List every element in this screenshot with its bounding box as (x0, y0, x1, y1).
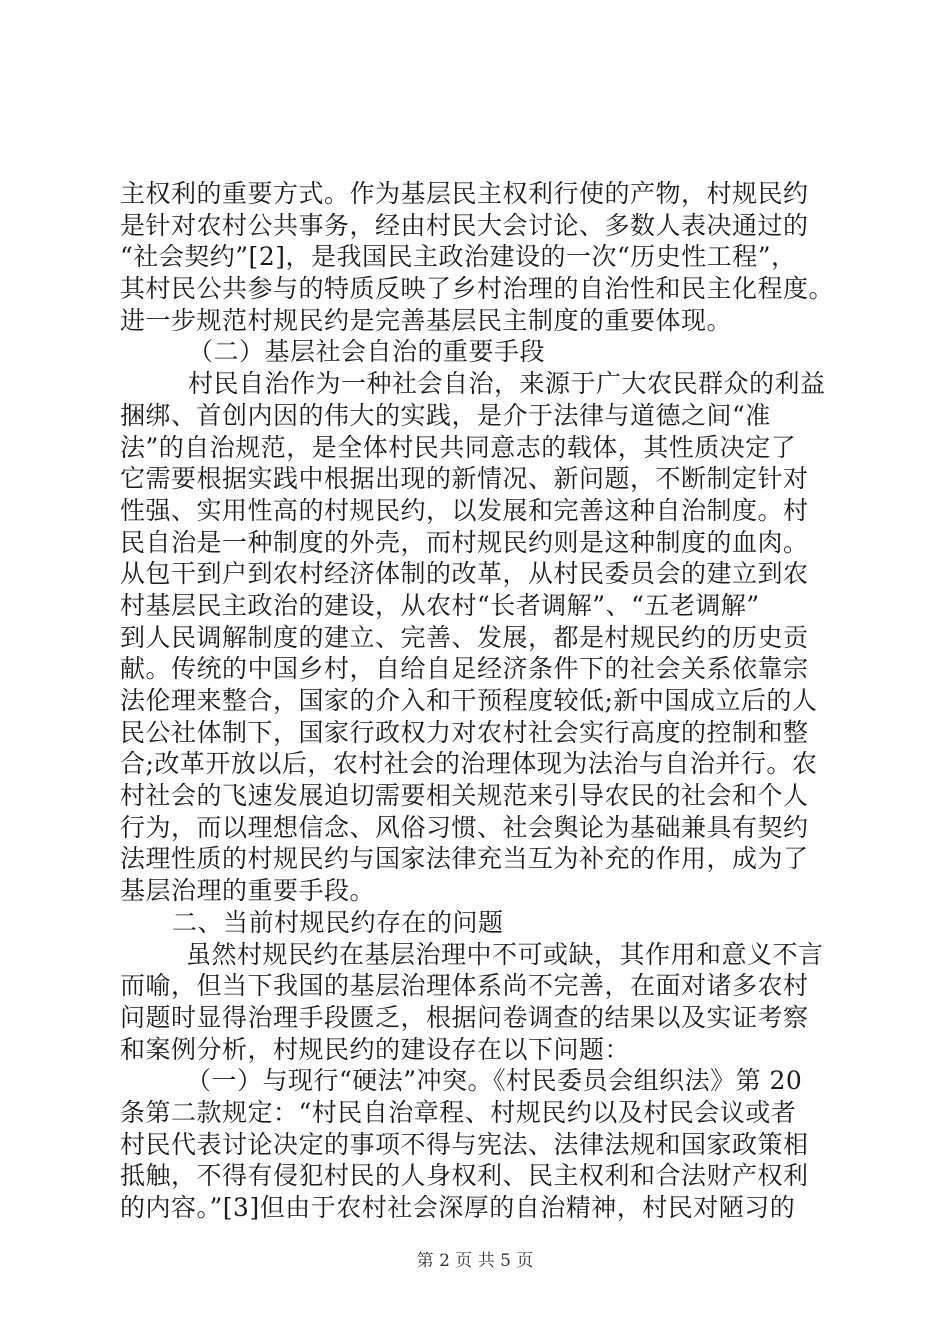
text-line: 性强、实用性高的村规民约，以发展和完善这种自治制度。村 (120, 495, 809, 525)
text-line: 法理性质的村规民约与国家法律充当互为补充的作用，成为了 (120, 844, 809, 874)
section-heading: （二）基层社会自治的重要手段 (188, 337, 546, 367)
text-line: 献。传统的中国乡村，自给自足经济条件下的社会关系依靠宗 (120, 654, 809, 684)
text-line: 村民自治作为一种社会自治，来源于广大农民群众的利益 (188, 369, 826, 399)
text-line: 其村民公共参与的特质反映了乡村治理的自治性和民主化程度。 (120, 274, 835, 304)
text-line: 是针对农村公共事务，经由村民大会讨论、多数人表决通过的 (120, 210, 809, 240)
page-footer (0, 1246, 950, 1271)
text-line: 而喻，但当下我国的基层治理体系尚不完善，在面对诸多农村 (120, 971, 809, 1001)
text-line: 主权利的重要方式。作为基层民主权利行使的产物，村规民约 (120, 179, 809, 208)
text-line: 和案例分析，村规民约的建设存在以下问题： (120, 1034, 631, 1064)
text-line: 的内容。”[3]但由于农村社会深厚的自治精神，村民对陋习的 (120, 1193, 796, 1222)
text-line: 问题时显得治理手段匮乏，根据问卷调查的结果以及实证考察 (120, 1002, 809, 1032)
text-line: 行为，而以理想信念、风俗习惯、社会舆论为基础兼具有契约 (120, 812, 809, 842)
text-line: 法伦理来整合，国家的介入和干预程度较低;新中国成立后的人 (120, 686, 818, 715)
text-line: 进一步规范村规民约是完善基层民主制度的重要体现。 (120, 305, 733, 335)
section-heading: 二、当前村规民约存在的问题 (172, 907, 504, 937)
text-line: 村社会的飞速发展迫切需要相关规范来引导农民的社会和个人 (120, 781, 809, 811)
text-line: 条第二款规定：“村民自治章程、村规民约以及村民会议或者 (120, 1097, 797, 1127)
text-line: 民自治是一种制度的外壳，而村规民约则是这种制度的血肉。 (120, 527, 809, 557)
text-line: 村基层民主政治的建设，从农村“长者调解”、“五老调解” (120, 590, 760, 620)
text-line: 它需要根据实践中根据出现的新情况、新问题，不断制定针对 (120, 464, 809, 494)
text-line: “社会契约”[2]，是我国民主政治建设的一次“历史性工程”， (120, 242, 797, 272)
text-line: 法”的自治规范，是全体村民共同意志的载体，其性质决定了 (120, 432, 797, 462)
text-line: 村民代表讨论决定的事项不得与宪法、法律法规和国家政策相 (120, 1129, 809, 1159)
text-line: 民公社体制下，国家行政权力对农村社会实行高度的控制和整 (120, 717, 809, 747)
text-line: 合;改革开放以后，农村社会的治理体现为法治与自治并行。农 (120, 749, 818, 779)
text-line: 到人民调解制度的建立、完善、发展，都是村规民约的历史贡 (120, 622, 809, 652)
text-line: 捆绑、首创内因的伟大的实践，是介于法律与道德之间“准 (120, 400, 771, 430)
text-line: 虽然村规民约在基层治理中不可或缺，其作用和意义不言 (186, 939, 824, 969)
text-line: （一）与现行“硬法”冲突。《村民委员会组织法》第 20 (186, 1066, 803, 1096)
text-line: 从包干到户到农村经济体制的改革，从村民委员会的建立到农 (120, 559, 809, 589)
text-line: 基层治理的重要手段。 (120, 876, 376, 906)
body-text (120, 178, 856, 1224)
page-number: 第 2 页 共 5 页 (416, 1251, 534, 1271)
text-line: 抵触，不得有侵犯村民的人身权利、民主权利和合法财产权利 (120, 1161, 809, 1191)
